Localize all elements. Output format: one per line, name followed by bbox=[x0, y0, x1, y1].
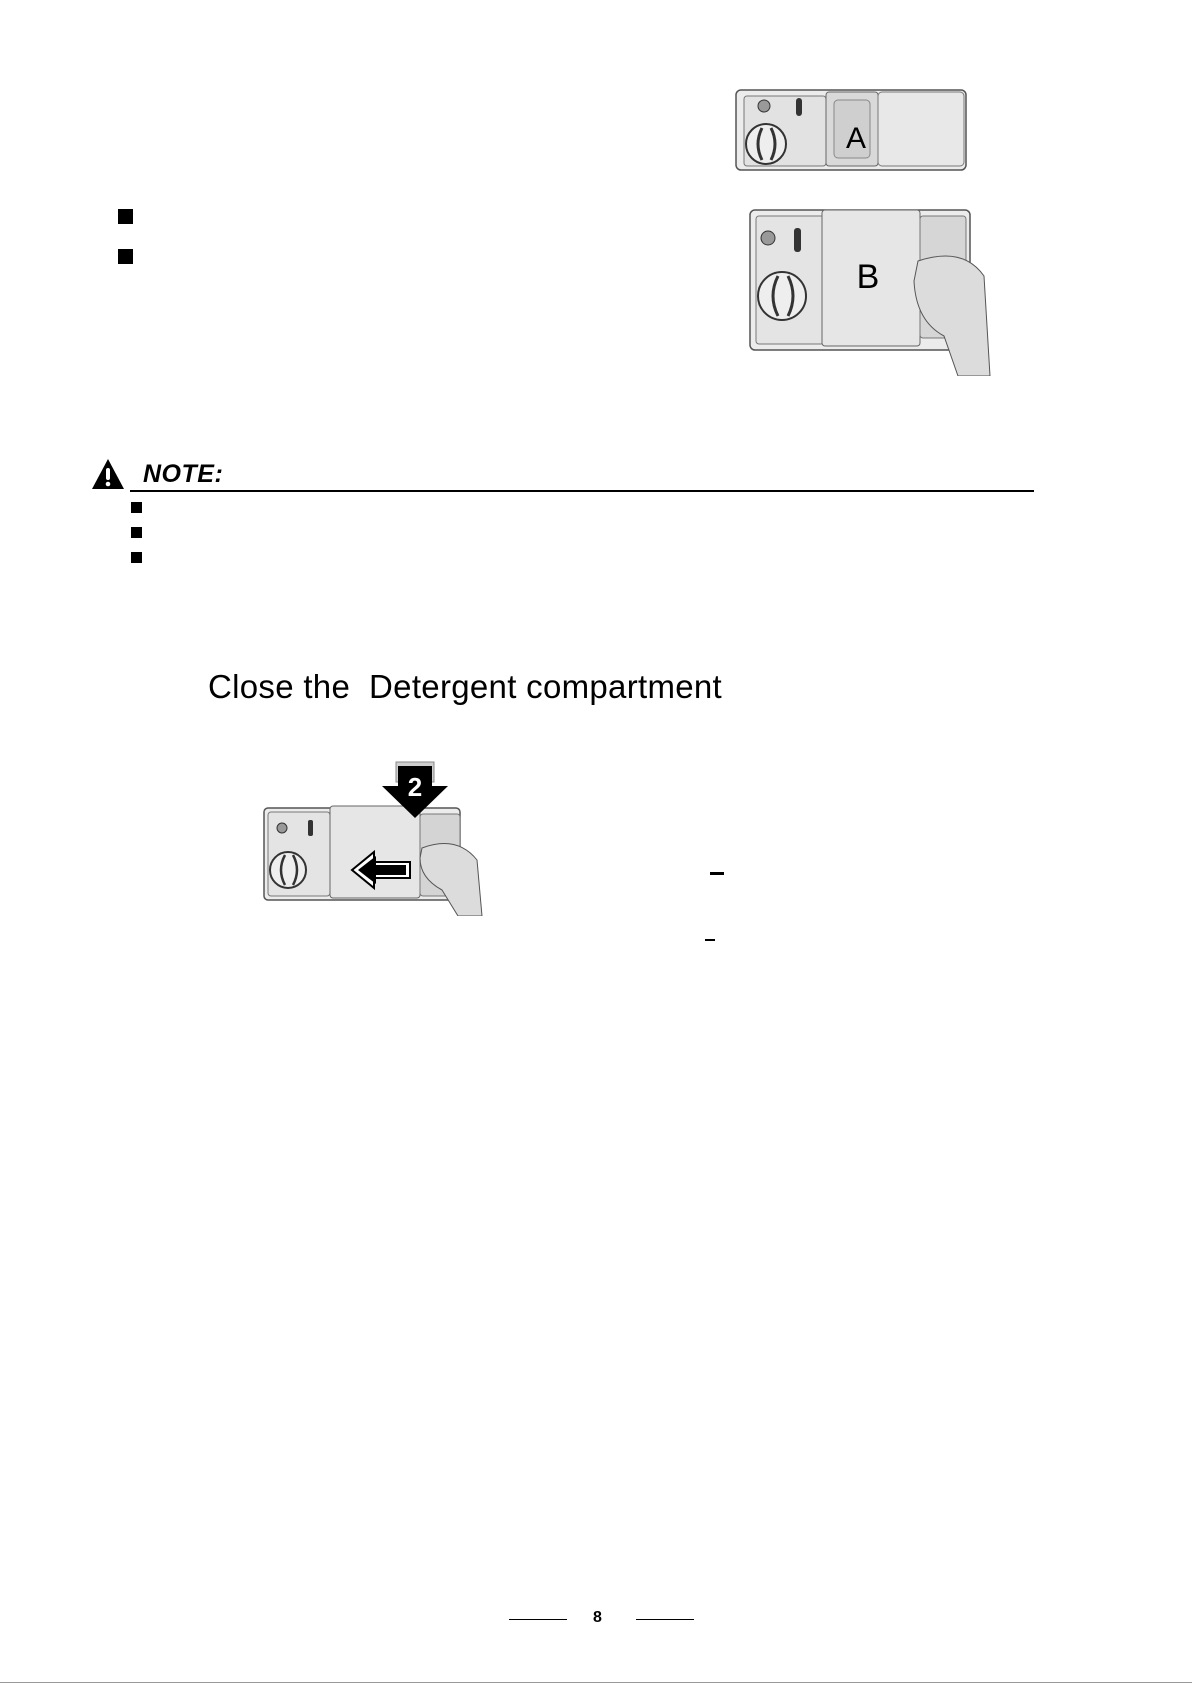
note-divider bbox=[130, 490, 1034, 492]
square-bullet-icon bbox=[118, 209, 133, 224]
page-bottom-edge bbox=[0, 1682, 1192, 1683]
note-label: NOTE: bbox=[143, 460, 224, 488]
close-compartment-photo bbox=[262, 760, 484, 916]
dash-mark bbox=[710, 872, 724, 875]
lid-b-letter: B bbox=[856, 258, 880, 296]
square-bullet-icon bbox=[118, 249, 133, 264]
page-number-rule-left bbox=[509, 1619, 567, 1620]
dash-mark bbox=[705, 939, 715, 941]
compartment-a-letter: A bbox=[845, 122, 867, 155]
page-number-rule-right bbox=[636, 1619, 694, 1620]
square-bullet-icon bbox=[131, 552, 142, 563]
section-heading: Close the Detergent compartment bbox=[208, 668, 723, 705]
warning-triangle-icon bbox=[91, 458, 125, 490]
step-number: 2 bbox=[407, 772, 423, 802]
square-bullet-icon bbox=[131, 502, 142, 513]
page-number: 8 bbox=[593, 1609, 602, 1626]
dispenser-photo-a bbox=[734, 86, 972, 178]
dispenser-photo-b bbox=[748, 206, 992, 376]
square-bullet-icon bbox=[131, 527, 142, 538]
